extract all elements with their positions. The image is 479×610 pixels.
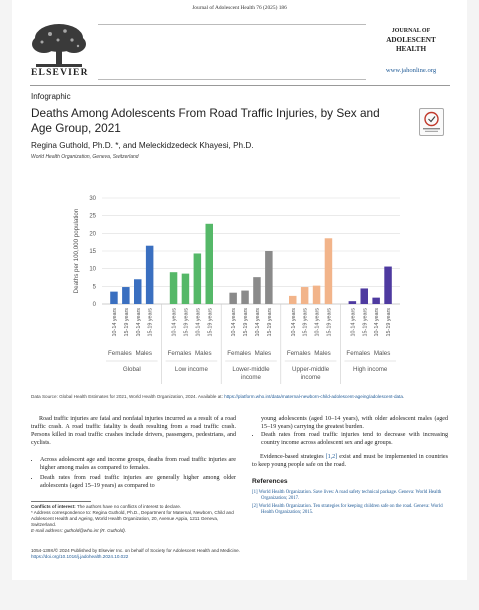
chart-bar [325, 238, 333, 304]
y-tick-label: 25 [89, 213, 96, 220]
intro-paragraph: Road traffic injuries are fatal and nonfatal injuries incurred as a result of a road traffic crash. A road traffic fatality is death resulting from a road traffic crash. Persons killed in road traffic crashes include drivers, passengers, pedestrians, and cyclists. [31, 416, 236, 447]
references-heading: References [252, 477, 288, 485]
finding-bullet: • Death rates from road traffic injuries are generally higher among older adolescents (aged 15–19 years) as compared to [40, 474, 236, 490]
strategies-paragraph [252, 453, 448, 469]
x-tick-label: 10-14 years [171, 308, 178, 337]
key-findings-list [31, 456, 236, 489]
elsevier-tree-logo [30, 22, 88, 72]
income-group-label: income [241, 374, 261, 381]
y-tick-label: 30 [89, 196, 96, 202]
x-tick-label: 15-19 years [183, 308, 190, 337]
x-tick-label: 10-14 years [231, 308, 238, 337]
chart-bar [384, 267, 392, 304]
x-tick-label: 10-14 years [195, 308, 202, 337]
income-group-label: Upper-middle [292, 366, 330, 373]
finding-bullet: • Across adolescent age and income groups, deaths from road traffic injuries are higher among males as compared to females. [40, 456, 236, 472]
chart-bar [361, 288, 369, 304]
income-group-label: Low income [174, 366, 208, 373]
chart-bar [289, 296, 297, 304]
sex-label: Males [195, 350, 212, 357]
x-tick-label: 10-14 years [135, 308, 142, 337]
chart-bar [182, 274, 190, 304]
chart-bar [265, 251, 273, 304]
x-tick-label: 10-14 years [314, 308, 321, 337]
chart-bar [110, 292, 118, 304]
x-tick-label: 15-19 years [266, 308, 273, 337]
chart-bar [241, 291, 249, 304]
sex-label: Males [135, 350, 152, 357]
chart-bar [194, 253, 202, 304]
journal-name-line2: ADOLESCENT [386, 36, 436, 44]
source-note-end: . [402, 394, 405, 399]
x-tick-label: 10-14 years [254, 308, 261, 337]
source-link[interactable]: https://platform.who.int/data/maternal-newborn-child-adolescent-ageing/adolescent-data [224, 394, 403, 399]
x-tick-label: 15-19 years [302, 308, 309, 337]
journal-url-link[interactable]: www.jahonline.org [385, 67, 437, 74]
y-tick-label: 10 [89, 266, 96, 273]
finding-bullet: • Death rates from road traffic injuries tend to decrease with increasing country income across adolescent sex and age groups. [261, 431, 448, 447]
sex-label: Males [373, 350, 391, 357]
chart-bars [110, 224, 392, 304]
chart-bar [170, 272, 178, 304]
chart-bar [134, 279, 142, 304]
income-group-label: Lower-middle [232, 366, 270, 373]
conflicts-label: Conflicts of interest: [31, 504, 76, 509]
x-tick-label: 15-19 years [386, 308, 393, 337]
journal-name-line1: JOURNAL OF [391, 28, 431, 34]
chart-bar [122, 287, 130, 304]
source-note-text: Data Source: Global Health Estimates for 2021, World Health Organization, 2024. Available at: [31, 394, 225, 399]
sex-label: Males [254, 350, 272, 357]
masthead-band [98, 24, 366, 80]
article-title: Deaths Among Adolescents From Road Traffic Injuries, by Sex and Age Group, 2021 [31, 106, 380, 135]
check-for-updates-badge[interactable] [419, 108, 444, 136]
reference-item[interactable]: [2] World Health Organization. Ten strategies for keeping children safe on the road. Geneva: World Health Organization; 2015. [252, 503, 443, 515]
y-tick-label: 0 [92, 302, 96, 308]
x-tick-label: 15-19 years [147, 308, 154, 337]
strategies-text-a: Evidence-based strategies [260, 454, 326, 461]
income-group-label: Global [122, 366, 141, 373]
chart-bar [372, 298, 380, 304]
sex-label: Males [314, 350, 331, 357]
chart-bar [253, 277, 261, 304]
sex-label: Females [108, 350, 132, 357]
author-list: Regina Guthold, Ph.D. *, and Meleckidzedeck Khayesi, Ph.D. [31, 141, 254, 150]
x-tick-label: 15-19 years [362, 308, 369, 337]
chart-bar [206, 224, 214, 304]
journal-name [371, 27, 451, 54]
road-traffic-deaths-chart [60, 190, 410, 390]
x-tick-label: 10-14 years [350, 308, 357, 337]
journal-name-line3: HEALTH [395, 45, 427, 53]
correspondence-email: E-mail address: guthold@who.int (R. Guthold). [31, 528, 127, 533]
copyright-block [31, 548, 431, 560]
copyright-line: 1054-139X/© 2024 Published by Elsevier Inc. on behalf of Society for Adolescent Health and Medicine. [31, 548, 240, 553]
x-tick-label: 10-14 years [374, 308, 381, 337]
elsevier-wordmark: ELSEVIER [31, 68, 89, 78]
correspondence-address: * Address correspondence to: Regina Guthold, Ph.D., Department for Maternal, Newborn, Child and Adolescent Health and Ageing, World Health Organization, 20, Avenue Appia, 1211 Geneva, Switzerland. [31, 510, 234, 527]
chart-bar [301, 287, 309, 304]
article-type: Infographic [31, 92, 71, 101]
sex-label: Females [286, 350, 311, 357]
strategies-text-b: exist and must be implemented in countries to keep young people safe on the road. [252, 454, 448, 469]
section-divider [30, 85, 450, 86]
x-tick-label: 15-19 years [123, 308, 130, 337]
x-tick-label: 15-19 years [243, 308, 250, 337]
x-tick-label: 10-14 years [111, 308, 118, 337]
income-group-label: income [300, 374, 321, 381]
sex-label: Females [167, 350, 192, 357]
x-tick-label: 15-19 years [326, 308, 333, 337]
author-affiliation: World Health Organization, Geneva, Switzerland [31, 154, 139, 160]
sex-label: Females [227, 350, 251, 357]
citation-link[interactable]: [1,2] [325, 454, 338, 461]
conflicts-text: The authors have no conflicts of interest to declare. [75, 504, 182, 509]
key-findings-list-cont [252, 431, 448, 447]
running-head: Journal of Adolescent Health 76 (2025) 186 [192, 5, 287, 11]
chart-bar [146, 246, 154, 304]
body-right-column [252, 415, 448, 518]
sex-label: Females [346, 350, 371, 357]
body-left-column [31, 415, 236, 491]
chart-bar [313, 286, 321, 304]
y-tick-label: 20 [89, 231, 96, 238]
doi-link[interactable]: https://doi.org/10.1016/j.jadohealth.2024.10.022 [31, 554, 129, 559]
y-tick-label: 5 [92, 284, 96, 291]
x-tick-label: 10-14 years [290, 308, 297, 337]
y-tick-label: 15 [89, 249, 96, 255]
y-axis-label: Deaths per 100,000 population [73, 208, 80, 294]
reference-item[interactable]: [1] World Health Organization. Save lives: A road safety technical package. Geneva: World Health Organization; 2017. [252, 489, 442, 501]
continued-bullet: young adolescents (aged 10–14 years), with older adolescent males (aged 15–19 years) carrying the greatest burden. [261, 416, 448, 431]
chart-bar [229, 293, 237, 304]
income-group-label: High income [352, 366, 388, 373]
check-updates-icon [420, 109, 443, 135]
x-tick-label: 15-19 years [207, 308, 214, 337]
chart-labels [73, 196, 392, 381]
footnote-divider [31, 501, 91, 502]
chart-bar [349, 301, 357, 304]
data-source-note [31, 394, 449, 400]
footnotes [31, 504, 236, 534]
